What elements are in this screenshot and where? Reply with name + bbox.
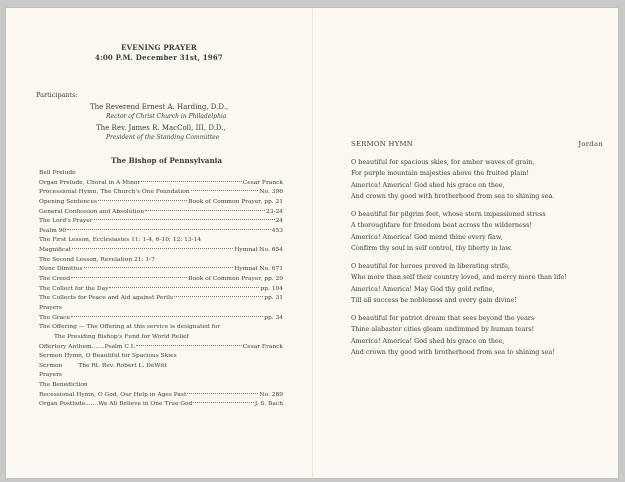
service-datetime: 4:00 P.M. December 31st, 1967 [95,53,223,62]
order-item: Magnificat Hymnal No. 654 [39,247,283,254]
hymn-line: America! America! God shed his grace on thee, [351,180,505,189]
hymn-line: O beautiful for spacious skies, for amber waves of grain, [351,158,535,166]
hymn-line: O beautiful for heroes proved in liberating strife, [351,262,510,270]
order-item: Nunc Dimittus Hymnal No. 671 [39,266,283,273]
hymn-line: Who more than self their country loved, and mercy more than life! [351,273,567,282]
order-item: The Collect for the Day pp. 104 [39,285,283,292]
order-item: The Second Lesson, Revelation 21: 1-7 [39,256,155,263]
hymn-line: O beautiful for pilgrim feet, whose stern impassioned stress [351,210,546,218]
hymn-line: A thoroughfare for freedom beat across the wilderness! [351,221,532,230]
order-item: The Benediction [39,382,88,389]
hymn-stanza [351,313,613,358]
hymn-stanza [351,209,613,254]
participant-name: The Rev. James R. MacColl, III, D.D., [96,124,226,132]
hymn-line: America! America! May God thy gold refine, [351,284,495,293]
hymn-line: And crown thy good with brotherhood from sea to shining sea. [351,191,555,200]
order-item: Sermon Hymn, O Beautiful for Spacious Skies [39,353,177,360]
participant-role: Rector of Christ Church in Philadelphia [106,113,227,120]
hymn-line: America! America! God shed his grace on thee, [351,336,505,345]
order-item: Processional Hymn, The Church's One Foundation No. 396 [39,189,283,196]
hymn-line: For purple mountain majesties above the fruited plain! [351,169,529,178]
participant-name: The Reverend Ernest A. Harding, D.D., [90,103,229,111]
order-item: The Collects for Peace and Aid against Perils pp. 31 [39,295,283,302]
hymn-title: SERMON HYMN [351,140,413,148]
hymn-line: America! America! God mend thine every flaw, [351,232,503,241]
hymn-stanza [351,261,613,306]
hymn-heading [351,140,603,148]
hymn-tune: Jordan [578,140,603,148]
order-item: Bell Prelude [39,170,76,176]
right-page [312,8,618,478]
hymn-stanza [351,157,613,202]
order-item: Offertory Anthem.......Psalm C L Cesar Franck [39,343,283,350]
hymn-line: And crown thy good with brotherhood from sea to shining sea! [351,347,555,356]
hymn-line: O beautiful for patriot dream that sees beyond the years [351,314,535,322]
order-item: Recessional Hymn, O God, Our Help in Ages Past No. 289 [39,391,283,398]
order-item: Prayers [39,372,62,379]
participant-role: President of the Standing Committee [106,134,220,141]
order-item: Sermon The Rt. Rev. Robert L. DeWitt [39,362,167,369]
bishop-heading: The Bishop of Pennsylvania [111,156,223,165]
order-item: The Creed Book of Common Prayer, pp. 29 [39,276,283,283]
order-item: The Offering — The Offering at this service is designated for The Presiding Bishop's Fund for World Relief [39,324,221,340]
order-item: Organ Prelude, Choral in A Minor Cesar Franck [39,179,283,186]
hymn-line: Confirm thy soul in self control, thy liberty in law. [351,243,513,252]
order-of-service [39,169,283,410]
hymn-line: Till all success be nobleness and every gain divine! [351,295,517,304]
hymn-line: Thine alabaster cities gleam undimmed by human tears! [351,325,535,334]
order-item: Prayers [39,304,62,311]
order-item: Psalm 90 453 [39,227,283,234]
order-item: General Confession and Absolution 23-24 [39,208,283,215]
order-item: Opening Sentences Book of Common Prayer, pp. 21 [39,198,283,205]
participants-label: Participants: [36,91,78,99]
order-item: The Lord's Prayer 24 [39,218,283,225]
program-sheet [6,8,618,478]
left-page [6,8,312,478]
order-item: Organ Postlude.......We All Believe in One True God J. S. Bach [39,401,283,408]
order-item: The First Lesson, Ecclesiastes 11: 1-4, 6-10; 12: 13-14 [39,237,202,244]
order-item: The Grace pp. 34 [39,314,283,321]
service-title: EVENING PRAYER [121,43,197,52]
